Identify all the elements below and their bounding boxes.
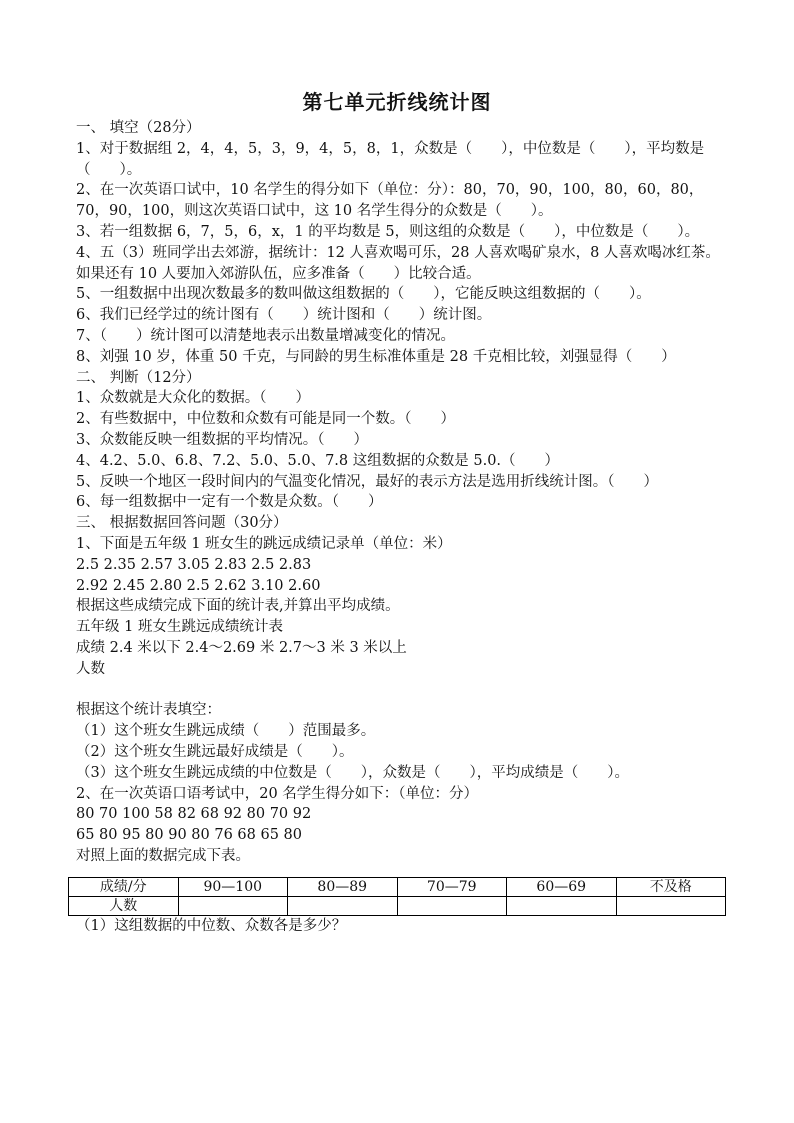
- data-line: 65 80 95 80 90 80 76 68 65 80: [76, 827, 302, 844]
- table-cell: [397, 896, 507, 915]
- table-cell: 人数: [69, 896, 179, 915]
- question-line: 根据这些成绩完成下面的统计表,并算出平均成绩。: [76, 598, 400, 615]
- data-line: 人数: [76, 660, 105, 677]
- question-line: 对照上面的数据完成下表。: [76, 847, 250, 864]
- question-line: 2、在一次英语口语考试中，20 名学生得分如下：（单位：分）: [76, 785, 479, 802]
- table-header-cell: 60—69: [507, 877, 617, 896]
- table-row: [69, 896, 726, 915]
- question-line: 7、（ ）统计图可以清楚地表示出数量增减变化的情况。: [76, 327, 455, 344]
- table-cell: [178, 896, 288, 915]
- question-line: （2）这个班女生跳远最好成绩是（ ）。: [76, 743, 354, 760]
- table-row: [69, 877, 726, 896]
- question-line: 2、在一次英语口试中，10 名学生的得分如下（单位：分）：80，70，90，100，80，60，80，70，90，100，则这次英语口试中，这 10 名学生得分的众数是（ ）。: [76, 182, 704, 220]
- question-line: 6、每一组数据中一定有一个数是众数。（ ）: [76, 494, 383, 511]
- question-line: 5、一组数据中出现次数最多的数叫做这组数据的（ ），它能反映这组数据的（ ）。: [76, 286, 651, 303]
- data-line: 80 70 100 58 82 68 92 80 70 92: [76, 806, 312, 823]
- section-heading: 二、 判断（12分）: [76, 369, 201, 386]
- table-header-cell: 70—79: [397, 877, 507, 896]
- table-header-cell: 不及格: [616, 877, 726, 896]
- question-line: 根据这个统计表填空：: [76, 702, 221, 719]
- question-line: 3、若一组数据 6，7，5，6，x，1 的平均数是 5，则这组的众数是（ ），中位数是（ ）。: [76, 223, 700, 240]
- question-line: （1）这组数据的中位数、众数各是多少？: [76, 917, 347, 934]
- question-line: 4、4.2、5.0、6.8、7.2、5.0、5.0、7.8 这组数据的众数是 5.0.（ ）: [76, 452, 560, 469]
- question-line: 1、对于数据组 2，4，4，5，3，9，4，5，8，1，众数是（ ），中位数是（ ），平均数是（ ）。: [76, 140, 705, 178]
- question-line: 2、有些数据中，中位数和众数有可能是同一个数。（ ）: [76, 411, 455, 428]
- table-header-cell: 成绩/分: [69, 877, 179, 896]
- question-line: 1、众数就是大众化的数据。（ ）: [76, 390, 310, 407]
- question-line: 3、众数能反映一组数据的平均情况。（ ）: [76, 431, 368, 448]
- table-header-cell: 80—89: [288, 877, 398, 896]
- table-caption: 五年级 1 班女生跳远成绩统计表: [76, 619, 283, 636]
- table-header-cell: 90—100: [178, 877, 288, 896]
- worksheet-content: [76, 118, 726, 936]
- blank-line: [76, 680, 726, 701]
- question-line: 4、五（3）班同学出去郊游，据统计：12 人喜欢喝可乐，28 人喜欢喝矿泉水，8 人喜欢喝冰红茶。如果还有 10 人要加入郊游队伍，应多准备（ ）比较合适。: [76, 244, 720, 282]
- question-line: 8、刘强 10 岁，体重 50 千克，与同龄的男生标准体重是 28 千克相比较，刘强显得（ ）: [76, 348, 676, 365]
- table-cell: [288, 896, 398, 915]
- table-cell: [616, 896, 726, 915]
- question-line: 1、下面是五年级 1 班女生的跳远成绩记录单（单位：米）: [76, 535, 452, 552]
- data-line: 2.92 2.45 2.80 2.5 2.62 3.10 2.60: [76, 577, 321, 594]
- question-line: 5、反映一个地区一段时间内的气温变化情况，最好的表示方法是选用折线统计图。（ ）: [76, 473, 658, 490]
- section-heading: 一、 填空（28分）: [76, 120, 201, 136]
- section-heading: 三、 根据数据回答问题（30分）: [76, 515, 288, 532]
- data-line: 2.5 2.35 2.57 3.05 2.83 2.5 2.83: [76, 556, 312, 573]
- question-line: （1）这个班女生跳远成绩（ ）范围最多。: [76, 723, 376, 740]
- table-cell: [507, 896, 617, 915]
- data-line: 成绩 2.4 米以下 2.4～2.69 米 2.7～3 米 3 米以上: [76, 639, 407, 656]
- question-line: （3）这个班女生跳远成绩的中位数是（ ），众数是（ ），平均成绩是（ ）。: [76, 764, 629, 781]
- question-line: 6、我们已经学过的统计图有（ ）统计图和（ ）统计图。: [76, 307, 492, 324]
- score-table: [68, 877, 726, 916]
- page-title: 第七单元折线统计图: [302, 90, 492, 114]
